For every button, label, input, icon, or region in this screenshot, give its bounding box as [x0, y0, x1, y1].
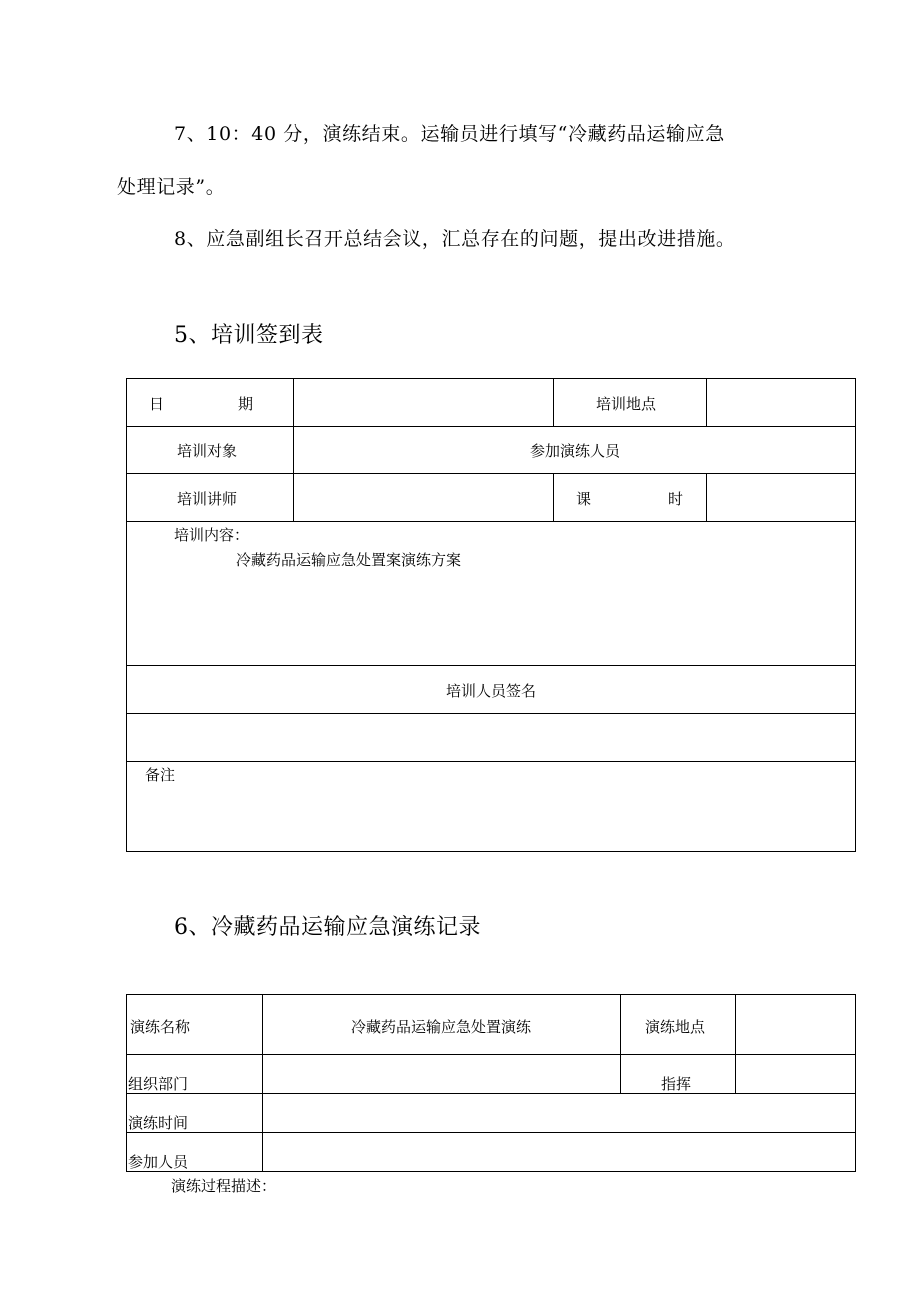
row-divider	[126, 426, 856, 427]
column-divider	[293, 378, 294, 521]
remarks-label: 备注	[145, 766, 176, 784]
drill-name-value: 冷藏药品运输应急处置演练	[350, 1018, 532, 1036]
column-divider	[706, 378, 707, 426]
signature-label: 培训人员签名	[445, 682, 537, 700]
row-divider	[126, 473, 856, 474]
commander-label: 指挥	[661, 1075, 692, 1093]
column-divider	[706, 473, 707, 521]
row-divider	[126, 1132, 856, 1133]
drill-name-label: 演练名称	[130, 1018, 191, 1036]
organizing-department-label: 组织部门	[128, 1075, 189, 1093]
column-divider	[553, 378, 554, 426]
section6-heading: 6、冷藏药品运输应急演练记录	[174, 915, 481, 940]
training-location-label: 培训地点	[596, 395, 657, 413]
hours-label-part2: 时	[668, 490, 684, 508]
row-divider	[126, 761, 856, 762]
column-divider	[620, 994, 621, 1093]
drill-time-label: 演练时间	[128, 1114, 189, 1132]
row-divider	[126, 665, 856, 666]
row-divider	[126, 521, 856, 522]
column-divider	[262, 994, 263, 1172]
training-content-label: 培训内容：	[174, 526, 250, 544]
hours-label-part1: 课	[576, 490, 592, 508]
column-divider	[553, 473, 554, 521]
date-label-part1: 日	[149, 395, 165, 413]
training-content-value: 冷藏药品运输应急处置案演练方案	[236, 551, 462, 569]
step7-line1: 7、10：40 分，演练结束。运输员进行填写“冷藏药品运输应急	[174, 123, 725, 145]
step8-text: 8、应急副组长召开总结会议，汇总存在的问题，提出改进措施。	[174, 228, 736, 250]
date-label-part2: 期	[238, 395, 254, 413]
participants-label: 参加人员	[128, 1153, 189, 1171]
section5-heading: 5、培训签到表	[174, 323, 324, 348]
step7-line2: 处理记录”。	[117, 176, 226, 198]
instructor-label: 培训讲师	[177, 490, 238, 508]
training-target-value: 参加演练人员	[529, 442, 621, 460]
drill-location-label: 演练地点	[645, 1018, 706, 1036]
column-divider	[735, 994, 736, 1093]
row-divider	[126, 1093, 856, 1094]
row-divider	[126, 713, 856, 714]
training-target-label: 培训对象	[177, 442, 238, 460]
drill-process-label: 演练过程描述：	[171, 1177, 277, 1195]
row-divider	[126, 1054, 856, 1055]
